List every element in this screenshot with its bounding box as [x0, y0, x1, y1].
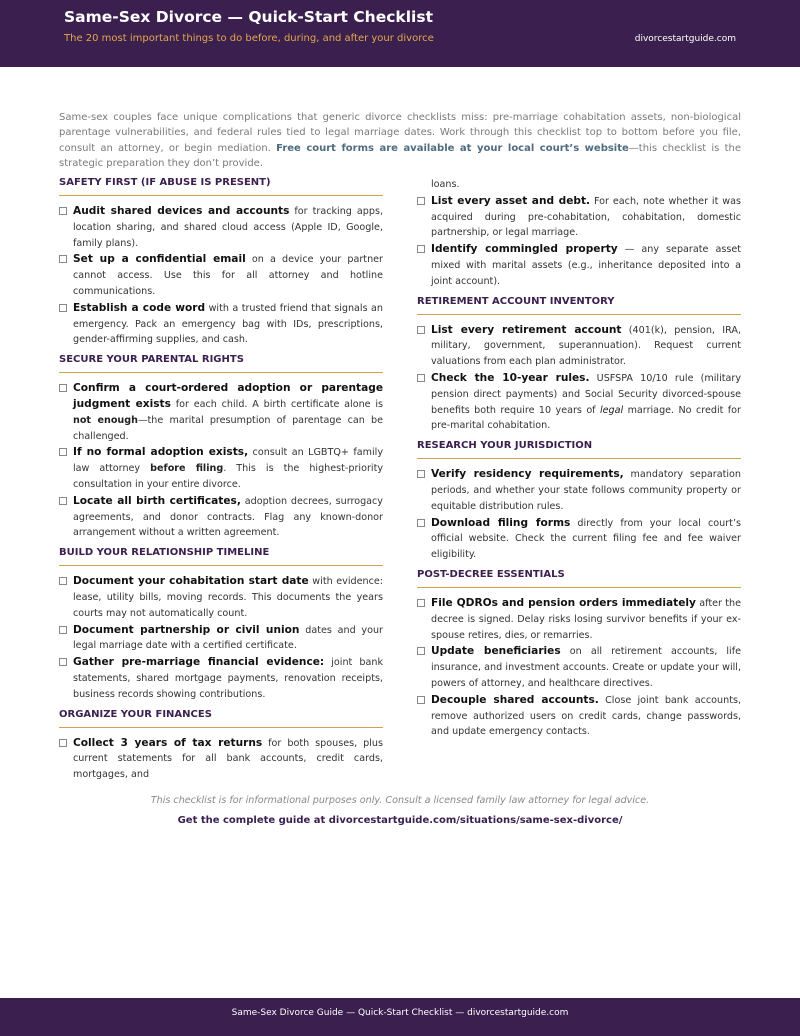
section-heading-jurisdiction: RESEARCH YOUR JURISDICTION: [417, 440, 741, 459]
checklist-item[interactable]: [59, 494, 383, 541]
item-desc: for each child. A birth certificate alone is: [170, 398, 384, 410]
checkbox[interactable]: [59, 255, 67, 263]
item-title: File QDROs and pension orders immediately: [431, 596, 696, 609]
item-continuation: loans.: [431, 179, 460, 190]
item-desc: For each, note whether it was acquired during pre-cohabitation, cohabitation, domestic partnership, or legal marriage.: [431, 195, 741, 239]
checkbox[interactable]: [59, 658, 67, 666]
checklist-item[interactable]: [417, 644, 741, 691]
checkbox[interactable]: [59, 739, 67, 747]
header-bar: [0, 0, 800, 67]
left-column: [59, 177, 383, 784]
checkbox[interactable]: [59, 304, 67, 312]
checklist-item[interactable]: [59, 301, 383, 348]
item-title: Download filing forms: [431, 516, 571, 529]
checkbox[interactable]: [417, 696, 425, 704]
checklist-item[interactable]: [59, 574, 383, 621]
intro-text: Same-sex couples face unique complications that generic divorce checklists miss: pre-marriage cohabitation assets, non-biological parentage vulnerabilities, and federal rules tied to legal marriage dates. Work through this checklist top to bottom before you file, consult an attorney, or begin mediation.: [59, 112, 741, 154]
item-title: Verify residency requirements,: [431, 468, 624, 481]
item-title: Set up a confidential email: [73, 253, 246, 266]
section-heading-postdecree: POST-DECREE ESSENTIALS: [417, 569, 741, 588]
checklist-item[interactable]: [417, 693, 741, 740]
section-heading-retirement: RETIREMENT ACCOUNT INVENTORY: [417, 296, 741, 315]
guide-link[interactable]: Get the complete guide at divorcestartguide.com/situations/same-sex-divorce/: [177, 815, 623, 826]
checkbox[interactable]: [417, 245, 425, 253]
site-name: divorcestartguide.com: [634, 34, 736, 44]
checkbox[interactable]: [59, 577, 67, 585]
section-heading-timeline: BUILD YOUR RELATIONSHIP TIMELINE: [59, 547, 383, 566]
item-title: Gather pre-marriage financial evidence:: [73, 656, 325, 669]
checkbox[interactable]: [417, 326, 425, 334]
section-heading-finances: ORGANIZE YOUR FINANCES: [59, 709, 383, 728]
section-heading-parental: SECURE YOUR PARENTAL RIGHTS: [59, 354, 383, 373]
checklist-item[interactable]: [59, 204, 383, 251]
item-desc: for tracking apps, location sharing, and shared cloud access (Apple ID, Google, family plans).: [73, 206, 383, 249]
item-desc: (401(k), pension, IRA, military, government, superannuation). Request current valuations from each plan administrator.: [431, 324, 742, 368]
checklist-item[interactable]: [417, 596, 741, 643]
intro-paragraph: [59, 110, 741, 171]
checkbox[interactable]: [59, 626, 67, 634]
checkbox[interactable]: [417, 599, 425, 607]
checkbox[interactable]: [417, 647, 425, 655]
item-desc: on all retirement accounts, life insurance, and investment accounts. Create or update your will, powers of attorney, and healthcare directives.: [431, 646, 742, 689]
page-title: Same-Sex Divorce — Quick-Start Checklist: [64, 8, 433, 26]
item-emphasis: not enough: [73, 414, 138, 426]
item-desc: . This is the highest-priority consultation in your entire divorce.: [73, 463, 384, 490]
item-title: Confirm a court-ordered adoption or parentage judgment exists: [73, 382, 383, 410]
checklist-item[interactable]: [417, 467, 741, 514]
footer-text: Same-Sex Divorce Guide — Quick-Start Checklist — divorcestartguide.com: [231, 1008, 569, 1018]
item-desc: joint bank statements, shared mortgage payments, renovation receipts, business records showing contributions.: [73, 657, 383, 700]
item-italic: legal: [599, 404, 624, 416]
checkbox[interactable]: [59, 448, 67, 456]
intro-bold: Free court forms are available at your local court’s website: [276, 142, 629, 154]
checklist-item[interactable]: [417, 371, 741, 434]
checklist-item[interactable]: [59, 736, 383, 783]
checklist-item[interactable]: [59, 445, 383, 492]
item-desc: — any separate asset mixed with marital assets (e.g., inheritance deposited into a joint account).: [431, 244, 741, 287]
item-desc: with evidence: lease, utility bills, moving records. This documents the years courts may not automatically count.: [73, 576, 384, 619]
item-desc: adoption decrees, surrogacy agreements, and donor contracts. Flag any known-donor arrangement without a written agreement.: [73, 495, 383, 539]
item-desc: for both spouses, plus current statements for all bank accounts, credit cards, mortgages, and: [73, 737, 383, 781]
item-title: List every retirement account: [431, 323, 622, 336]
item-title: Document your cohabitation start date: [73, 575, 309, 588]
item-title: Decouple shared accounts.: [431, 693, 599, 706]
item-title: Audit shared devices and accounts: [73, 205, 290, 217]
item-title: Establish a code word: [73, 301, 206, 314]
checklist-item[interactable]: [417, 516, 741, 563]
intro-tail: —this checklist is the strategic preparation they don’t provide.: [59, 142, 741, 169]
checkbox[interactable]: [417, 519, 425, 527]
item-desc: dates and your legal marriage date with a certified certificate.: [73, 624, 383, 652]
section-heading-safety: SAFETY FIRST (IF ABUSE IS PRESENT): [59, 177, 383, 196]
checkbox[interactable]: [417, 374, 425, 382]
checklist-item[interactable]: [59, 252, 383, 299]
checklist-item[interactable]: [59, 623, 383, 655]
checklist-item[interactable]: [417, 242, 741, 289]
checklist-item[interactable]: [417, 323, 741, 370]
item-desc: USFSPA 10/10 rule (military pension direct payments) and Social Security divorced-spouse benefits both require 10 years of: [431, 372, 741, 416]
item-title: Locate all birth certificates,: [73, 494, 241, 507]
checkbox[interactable]: [417, 470, 425, 478]
checkbox[interactable]: [59, 207, 67, 215]
checkbox[interactable]: [59, 497, 67, 505]
checkbox[interactable]: [417, 197, 425, 205]
disclaimer: This checklist is for informational purposes only. Consult a licensed family law attorney for legal advice.: [150, 795, 650, 806]
item-title: Identify commingled property: [431, 243, 618, 256]
item-desc: consult an LGBTQ+ family law attorney: [73, 447, 384, 475]
item-desc: directly from your local court’s official website. Check the current filing fee and fee waiver eligibility.: [431, 517, 741, 561]
item-title: Collect 3 years of tax returns: [73, 736, 263, 749]
checklist-item[interactable]: [417, 194, 741, 241]
item-title: Document partnership or civil union: [73, 623, 300, 636]
item-desc: with a trusted friend that signals an emergency. Pack an emergency bag with IDs, prescriptions, gender-affirming supplies, and cash.: [73, 302, 383, 346]
item-desc: Close joint bank accounts, remove authorized users on credit cards, change passwords, and update emergency contacts.: [431, 694, 742, 738]
item-desc: after the decree is signed. Delay risks losing survivor benefits if your ex-spouse retires, dies, or remarries.: [431, 597, 741, 641]
item-title: List every asset and debt.: [431, 194, 591, 207]
checkbox[interactable]: [59, 384, 67, 392]
item-emphasis: before filing: [150, 463, 224, 475]
item-desc: on a device your partner cannot access. Use this for all attorney and hotline communications.: [73, 254, 383, 297]
item-desc: mandatory separation periods, and whether your state follows community property or equitable distribution rules.: [431, 469, 741, 512]
right-column: [417, 177, 741, 741]
item-title: Update beneficiaries: [431, 645, 561, 658]
checklist-item[interactable]: [59, 655, 383, 702]
item-desc: marriage. No credit for pre-marital cohabitation.: [431, 404, 741, 432]
page-subtitle: The 20 most important things to do before, during, and after your divorce: [64, 33, 434, 44]
item-desc: —the marital presumption of parentage can be challenged.: [73, 414, 383, 442]
footer-bar: [0, 998, 800, 1036]
item-title: Check the 10-year rules.: [431, 371, 590, 384]
item-title: If no formal adoption exists,: [73, 446, 249, 459]
checklist-item[interactable]: [59, 381, 383, 444]
